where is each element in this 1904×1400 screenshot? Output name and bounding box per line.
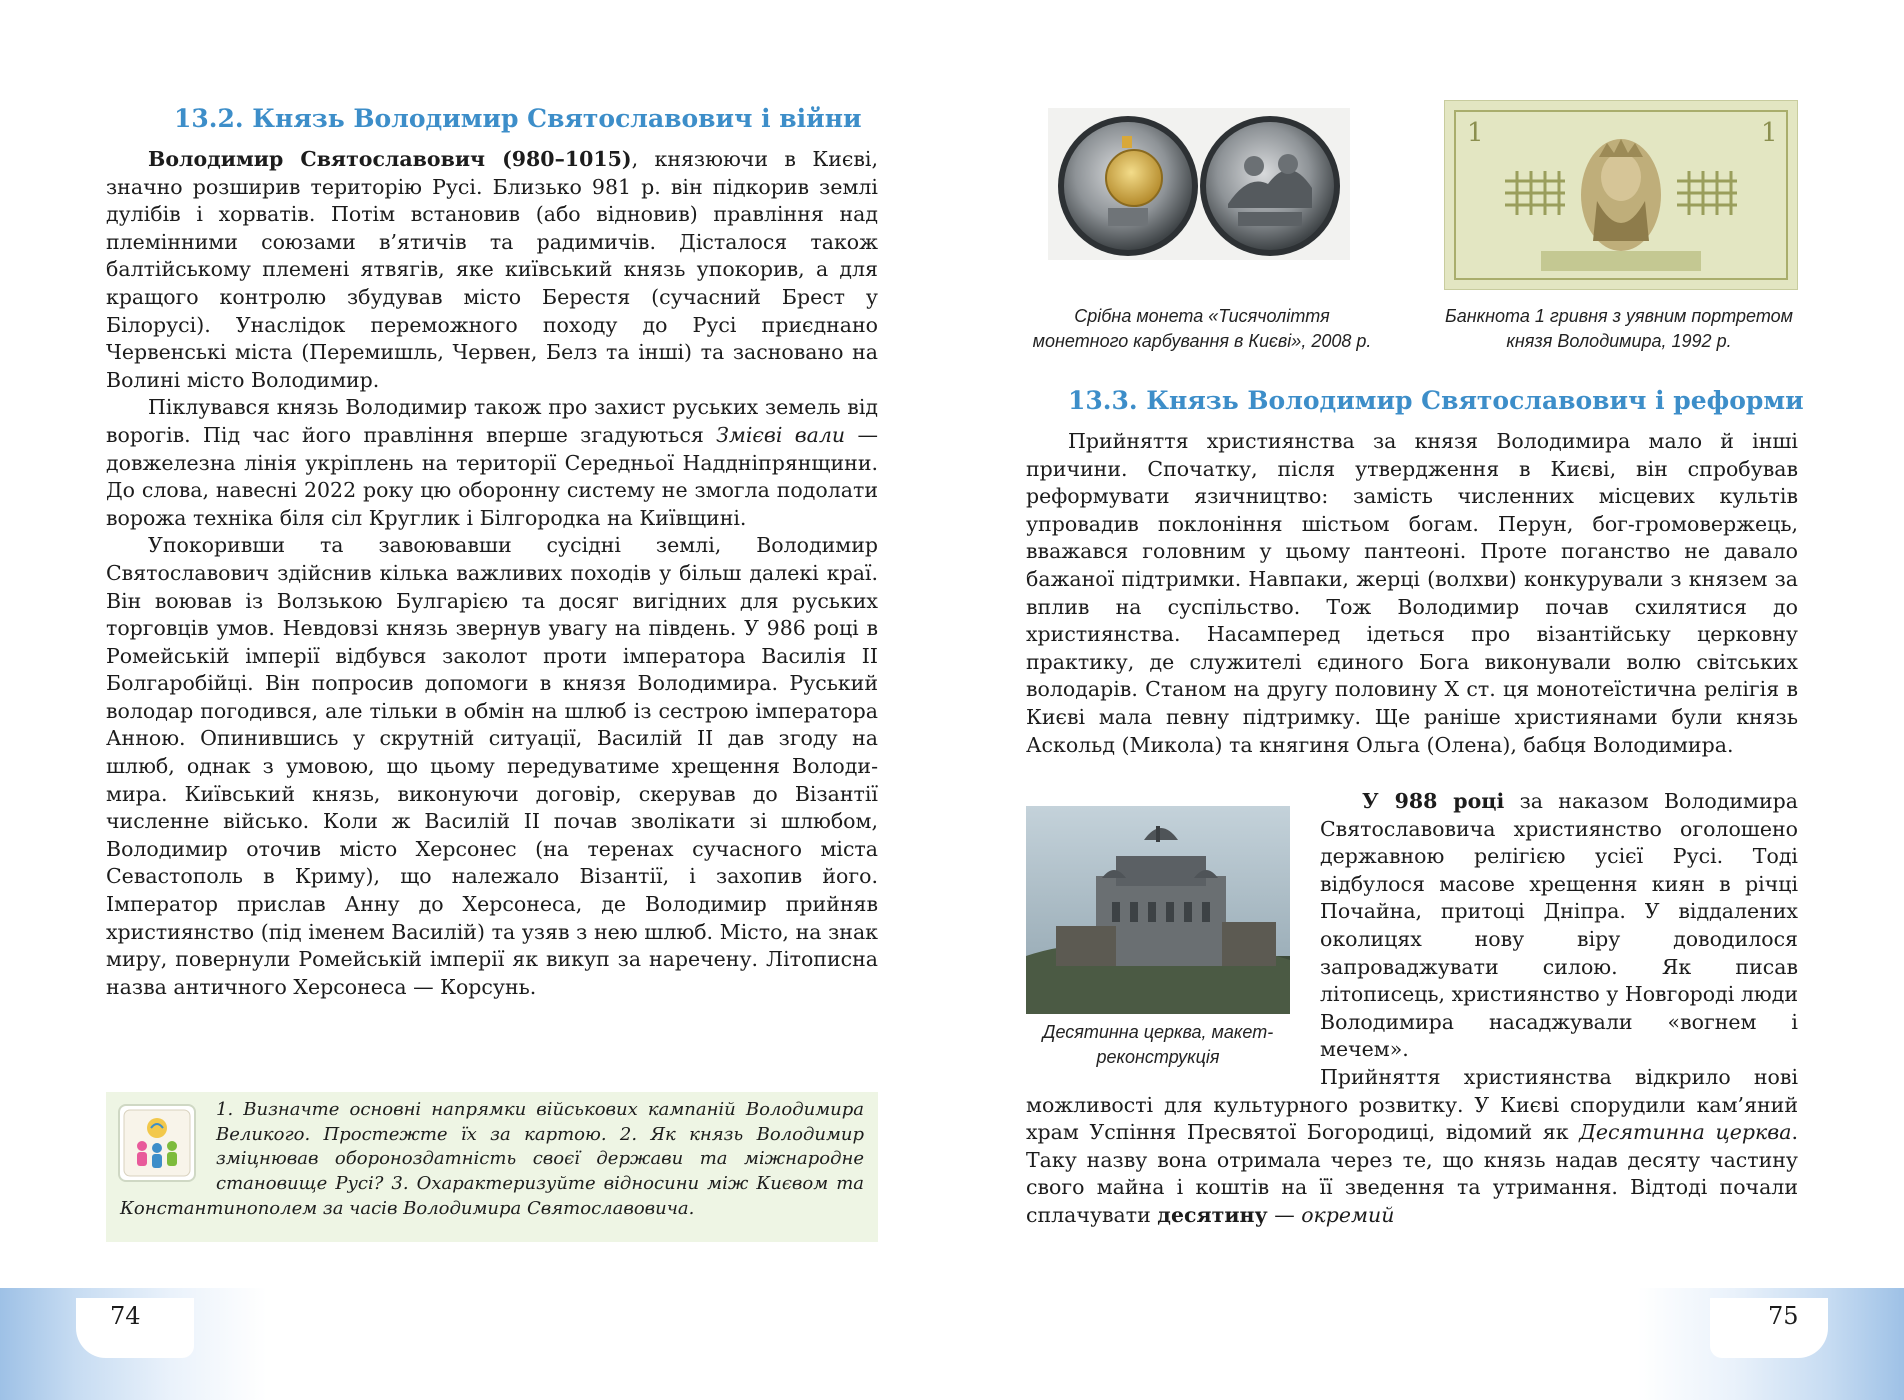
people-group-icon — [120, 1106, 194, 1180]
coin-caption: Срібна монета «Тисячоліття монетного карбування в Києві», 2008 р. — [1032, 306, 1372, 351]
svg-text:1: 1 — [1467, 118, 1484, 148]
questions-icon — [120, 1106, 194, 1180]
page-number-right: 75 — [1768, 1302, 1799, 1330]
silver-coin-illustration — [1048, 108, 1350, 260]
right-page — [952, 0, 1904, 1400]
paragraph-2-text-a: Піклувався князь Володимир також про захист руських земель від ворогів. Під час його правління вперше згадуються — [106, 395, 878, 447]
questions-text-block — [120, 1098, 864, 1222]
paragraph-culture — [1026, 1064, 1798, 1230]
right-body-para-3 — [1026, 1064, 1798, 1230]
year-988-bold: У 988 році — [1362, 789, 1505, 813]
banknote-caption: Банкнота 1 гривня з уявним портретом князя Володимира, 1992 р. — [1445, 306, 1793, 351]
term-desiatynna-tserkva: Десятинна церква — [1579, 1120, 1792, 1145]
paragraph-3-text: Упокоривши та завоювавши сусідні землі, Володимир Святославович здійснив кілька важливих походів у більш далекі краї. Він воював із Волзькою Булгарією та досяг вигідних для руських торговців умов. Невдовзі князь звернув увагу на південь. У 986 році в Ромейській імперії відбувся заколот проти імператора Василія ІІ Болгаробійці. Він попросив допомоги в князя Володимира. Руський володар погодився, але тільки в обмін на шлюб із сестрою імператора Анною. Опинившись у скрутній ситуації, Василій ІІ дав згоду на шлюб, однак з умовою, що цьому передуватиме хрещення Володимира. Київський князь, виконуючи договір, скерував до Візантії численне військо. Коли ж Василій ІІ почав зволікати зі шлюбом, Володимир оточив місто Херсонес (на теренах сучасного міста Севастополь в Криму), що належало Візантії, і захопив його. Імператор прислав Анну до Херсонеса, де Володимир прийняв християнство (під іменем Василій) та узяв з нею шлюб. Місто, на знак миру, повернули Ромейській імперії як викуп за наречену. Літописна назва античного Херсонеса — Корсунь. — [106, 533, 878, 999]
term-desiatyna: десятину — [1157, 1202, 1268, 1227]
paragraph-culture-text-a: Прийняття християнства відкрило нові можливості для культурного розвитку. У Києві спорудили кам’яний храм Успіння Пресвятої Богородиці, відомий як — [1026, 1065, 1798, 1145]
section-title-13-3: 13.3. Князь Володимир Святославович і реформи — [1068, 386, 1804, 415]
right-body-para-1 — [1026, 428, 1798, 759]
church-caption: Десятинна церква, макет-реконструкція — [1042, 1022, 1274, 1067]
paragraph-988 — [1320, 788, 1798, 1064]
paragraph-3 — [106, 532, 878, 1001]
paragraph-culture-text-b: . Таку назву вона отримала через те, що князь надав десяту частину свого майна і коштів на її зведення та утримання. Відтоді почали сплачувати — [1026, 1120, 1798, 1227]
right-body-para-2 — [1320, 788, 1798, 1064]
svg-text:1: 1 — [1761, 118, 1778, 148]
paragraph-reforms-1: Прийняття християнства за князя Володимира мало й інші причини. Спочатку, після утвердження в Києві, він спробував реформувати язичництво: замість численних місцевих культів упровадив поклоніння шістьом богам. Перун, бог-громовержець, вважався головним у цьому пантеоні. Проте поганство не давало бажаної підтримки. Навпаки, жерці (волхви) конкурували з князем за вплив на суспільство. Тож Володимир почав схилятися до християнства. Насамперед ідеться про візантійську церковну практику, де служителі єдиного Бога виконували волю світських володарів. Станом на другу половину Х ст. ця монотеїстична релігія в Києві мала певну підтримку. Ще раніше християнами були князь Аскольд (Микола) та княгиня Ольга (Олена), бабця Володимира. — [1026, 429, 1798, 757]
term-okremyi: окремий — [1301, 1202, 1395, 1227]
tithe-church-illustration — [1026, 806, 1290, 1014]
coin-image — [1048, 108, 1350, 260]
term-zmiievi-valy: Змієві вали — [716, 422, 846, 447]
ruler-name-dates: Володимир Святославович (980–1015) — [148, 147, 632, 171]
paragraph-2 — [106, 394, 878, 532]
questions-box — [106, 1092, 878, 1242]
banknote-image — [1444, 100, 1798, 290]
page-number-left: 74 — [110, 1302, 141, 1330]
section-title-13-2: 13.2. Князь Володимир Святославович і війни — [174, 104, 862, 133]
questions-text: 1. Визначте основні напрямки військових кампаній Володимира Великого. Простежте їх за картою. 2. Як князь Володимир зміцнював обороноздатність своєї держави та міжнародне становище Русі? 3. Охарактеризуйте відносини між Києвом та Константинополем за часів Володимира Святославовича. — [120, 1099, 864, 1219]
left-body-text — [106, 146, 878, 1001]
church-image — [1026, 806, 1290, 1014]
paragraph-1 — [106, 146, 878, 394]
paragraph-2-text-b: — довжелезна лінія укріплень на території Середньої Наддніпрянщини. До слова, навесні 2022 року цю оборонну систему не змогла подолати ворожа техніка біля сіл Круглик і Білгородка на Київщині. — [106, 422, 878, 530]
paragraph-988-text: за наказом Володимира Святославовича християнство оголошено державною релігією усієї Русі. Тоді відбулося масове хрещення киян в річці Почайна, притоці Дніпра. У віддалених околицях нову віру доводилося запроваджувати силою. Як писав літописець, християнство у Новгороді люди Володимира насаджували «вогнем і мечем». — [1320, 789, 1798, 1062]
banknote-illustration — [1445, 101, 1797, 289]
paragraph-1-text: , князюючи в Києві, значно розширив територію Русі. Близько 981 р. він підкорив землі дулібів і хорватів. Потім встановив (або відновив) правління над племінними союзами в’ятичів та радимичів. Дісталося також балтійському племені ятвягів, яке київський князь упокорив, а для кращого контролю збудував місто Берестя (сучасний Брест у Білорусі). Унаслідок переможного походу до Русі приєднано Червенські міста (Перемишль, Червен, Белз та інші) та засновано на Волині місто Володимир. — [106, 147, 878, 392]
paragraph-culture-dash: — — [1267, 1202, 1302, 1227]
